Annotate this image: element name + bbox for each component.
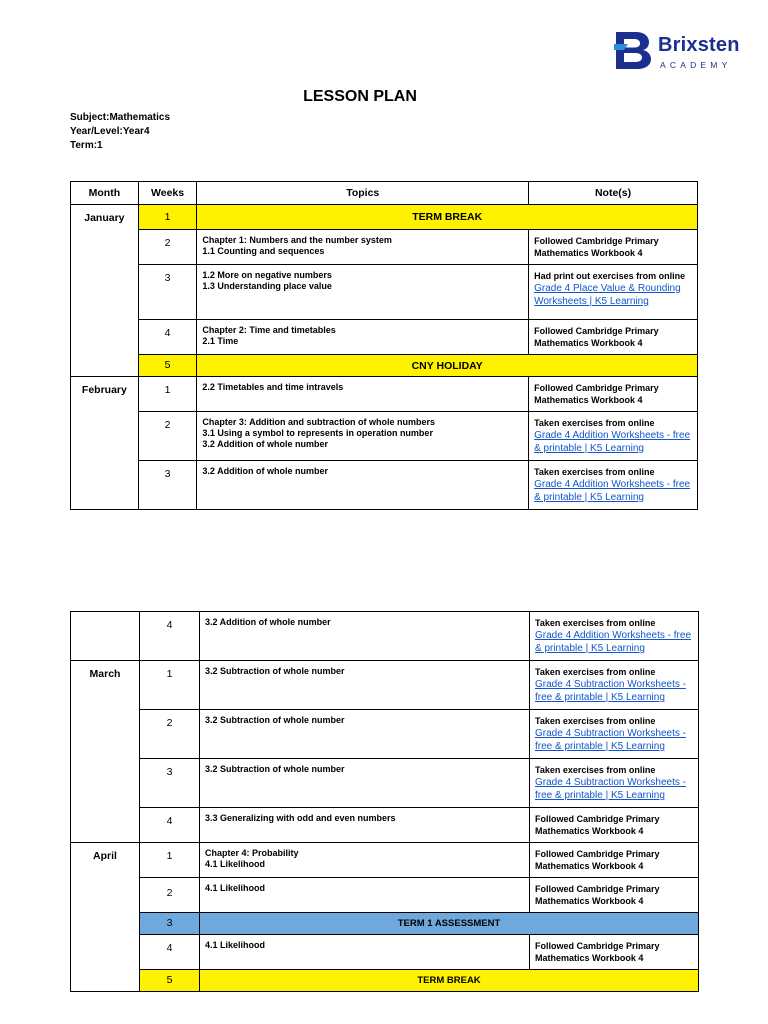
header-topics: Topics [197,182,529,205]
week-cell: 1 [138,377,197,412]
topic-line: 3.2 Addition of whole number [202,439,329,449]
week-cell: 1 [138,205,197,230]
month-cell-january: January [71,205,139,377]
week-cell: 3 [138,265,197,320]
topic-cell [197,461,529,510]
table-row [71,970,699,992]
table-row [71,710,699,759]
note-cell [530,759,699,808]
topic-line: Chapter 3: Addition and subtraction of whole numbers [202,417,436,427]
week-cell: 1 [140,843,200,878]
worksheet-link[interactable]: Grade 4 Addition Worksheets - free & printable | K5 Learning [534,430,691,454]
note-cell: Followed Cambridge Primary Mathematics Workbook 4 [529,377,698,412]
topic-line: 1.3 Understanding place value [202,281,332,291]
topic-cell [197,230,529,265]
week-cell: 2 [138,230,197,265]
header-month: Month [71,182,139,205]
note-text: Taken exercises from online [535,765,656,775]
worksheet-link[interactable]: Grade 4 Subtraction Worksheets - free & printable | K5 Learning [535,777,686,801]
cny-holiday-banner: CNY HOLIDAY [197,355,698,377]
brixsten-logo [614,28,754,74]
note-cell: Followed Cambridge Primary Mathematics Workbook 4 [530,843,699,878]
table-row [71,808,699,843]
brixsten-b-mark-icon [614,30,652,70]
note-cell: Followed Cambridge Primary Mathematics Workbook 4 [530,808,699,843]
topic-cell [200,710,530,759]
topic-line: 1.2 More on negative numbers [202,270,332,280]
term-break-banner: TERM BREAK [200,970,699,992]
page-title: LESSON PLAN [303,88,417,105]
topic-cell [197,265,529,320]
note-text: Taken exercises from online [534,418,655,428]
note-cell: Followed Cambridge Primary Mathematics Workbook 4 [530,935,699,970]
week-cell: 3 [138,461,197,510]
note-cell [530,661,699,710]
table-row [71,612,699,661]
topic-line: Chapter 1: Numbers and the number system [202,235,392,245]
header-notes: Note(s) [529,182,698,205]
topic-line: 1.1 Counting and sequences [202,246,325,256]
month-cell-march: March [71,661,140,843]
week-cell: 5 [138,355,197,377]
topic-cell [200,612,530,661]
header-weeks: Weeks [138,182,197,205]
worksheet-link[interactable]: Grade 4 Place Value & Rounding Worksheets | K5 Learning [534,283,681,307]
topic-line: 3.1 Using a symbol to represents in operation number [202,428,433,438]
table-row [71,355,698,377]
table-row [71,230,698,265]
table-row [71,935,699,970]
topic-cell [200,661,530,710]
topic-cell [197,412,529,461]
term-break-banner: TERM BREAK [197,205,698,230]
note-cell [530,612,699,661]
topic-line: 3.2 Addition of whole number [205,617,331,627]
header-row [71,182,698,205]
topic-line: 4.1 Likelihood [205,883,266,893]
topic-cell [197,320,529,355]
table-row [71,461,698,510]
note-cell: Followed Cambridge Primary Mathematics Workbook 4 [529,230,698,265]
table-row [71,265,698,320]
topic-line: 2.2 Timetables and time intravels [202,382,344,392]
month-cell-february: February [71,377,139,510]
table-row [71,913,699,935]
topic-line: 4.1 Likelihood [205,940,266,950]
topic-cell [200,843,530,878]
topic-line: 3.2 Subtraction of whole number [205,764,345,774]
week-cell: 4 [140,935,200,970]
topic-cell [200,878,530,913]
table-row [71,377,698,412]
note-text: Taken exercises from online [535,618,656,628]
topic-cell [197,377,529,412]
term-line: Term:1 [70,140,103,151]
table-row [71,759,699,808]
week-cell: 5 [140,970,200,992]
week-cell: 2 [140,878,200,913]
week-cell: 4 [140,612,200,661]
topic-cell [200,808,530,843]
week-cell: 4 [140,808,200,843]
topic-line: 4.1 Likelihood [205,859,266,869]
worksheet-link[interactable]: Grade 4 Addition Worksheets - free & printable | K5 Learning [535,630,692,654]
table-row [71,843,699,878]
note-text: Had print out exercises from online [534,271,686,281]
topic-cell [200,935,530,970]
month-cell-april: April [71,843,140,992]
subject-line: Subject:Mathematics [70,112,171,123]
note-text: Taken exercises from online [535,667,656,677]
week-cell: 4 [138,320,197,355]
note-cell [529,265,698,320]
table-row [71,878,699,913]
level-line: Year/Level:Year4 [70,126,150,137]
lesson-meta [70,111,170,153]
week-cell: 2 [138,412,197,461]
note-cell: Followed Cambridge Primary Mathematics Workbook 4 [529,320,698,355]
worksheet-link[interactable]: Grade 4 Subtraction Worksheets - free & printable | K5 Learning [535,679,686,703]
month-cell-blank [71,612,140,661]
topic-line: 3.2 Addition of whole number [202,466,329,476]
week-cell: 3 [140,759,200,808]
note-cell [529,461,698,510]
topic-line: 3.3 Generalizing with odd and even numbers [205,813,396,823]
topic-line: Chapter 4: Probability [205,848,299,858]
note-text: Taken exercises from online [535,716,656,726]
brand-name: Brixsten [658,34,740,56]
worksheet-link[interactable]: Grade 4 Subtraction Worksheets - free & printable | K5 Learning [535,728,686,752]
topic-line: Chapter 2: Time and timetables [202,325,336,335]
note-cell [529,412,698,461]
table-row [71,205,698,230]
week-cell: 3 [140,913,200,935]
topic-cell [200,759,530,808]
topic-line: 2.1 Time [202,336,239,346]
week-cell: 1 [140,661,200,710]
note-text: Taken exercises from online [534,467,655,477]
topic-line: 3.2 Subtraction of whole number [205,666,345,676]
note-cell: Followed Cambridge Primary Mathematics Workbook 4 [530,878,699,913]
lesson-plan-table-1 [70,181,698,510]
note-cell [530,710,699,759]
table-row [71,412,698,461]
lesson-plan-table-2 [70,611,699,992]
week-cell: 2 [140,710,200,759]
table-row [71,661,699,710]
worksheet-link[interactable]: Grade 4 Addition Worksheets - free & printable | K5 Learning [534,479,691,503]
topic-line: 3.2 Subtraction of whole number [205,715,345,725]
term-assessment-banner: TERM 1 ASSESSMENT [200,913,699,935]
table-row [71,320,698,355]
brand-subtitle: ACADEMY [660,60,732,70]
